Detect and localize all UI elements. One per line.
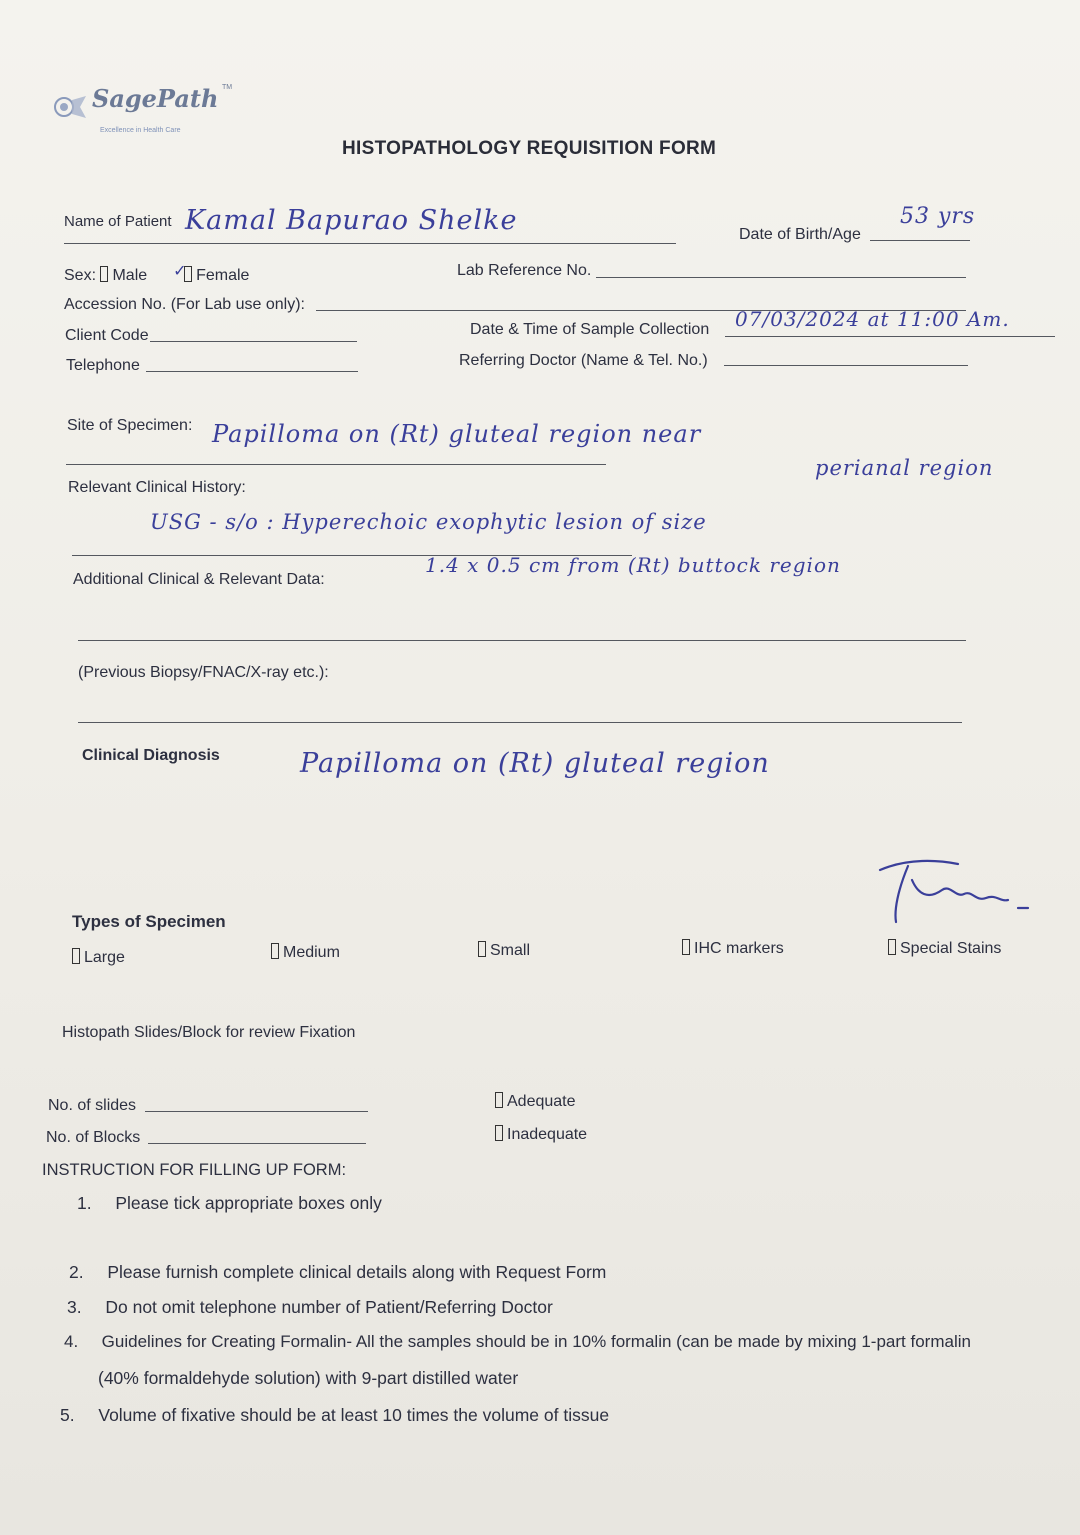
site-specimen-line [66, 464, 606, 465]
logo-tm: TM [222, 84, 233, 91]
telephone-label: Telephone [66, 357, 140, 374]
sex-row [64, 263, 250, 285]
accession-label: Accession No. (For Lab use only): [64, 296, 305, 313]
female-checkbox[interactable]: ✓ [184, 266, 192, 282]
specimen-type-ihc[interactable]: IHC markers [682, 939, 784, 958]
site-specimen-value-line2[interactable]: perianal region [815, 456, 994, 480]
referring-doctor-label: Referring Doctor (Name & Tel. No.) [459, 352, 708, 369]
lab-ref-line [596, 277, 966, 278]
site-specimen-label: Site of Specimen: [67, 417, 193, 434]
site-specimen-value-line1[interactable]: Papilloma on (Rt) gluteal region near [212, 420, 702, 448]
large-checkbox[interactable] [72, 948, 80, 964]
male-checkbox[interactable] [100, 266, 108, 282]
small-checkbox[interactable] [478, 941, 486, 957]
inadequate-option[interactable]: Inadequate [495, 1125, 587, 1144]
sex-label: Sex: [64, 267, 97, 284]
logo-tagline: Excellence in Health Care [100, 127, 181, 134]
client-code-label: Client Code [65, 327, 149, 344]
ihc-checkbox[interactable] [682, 939, 690, 955]
histopath-slides-label: Histopath Slides/Block for review Fixation [62, 1024, 356, 1041]
instruction-item-5: 5. Volume of fixative should be at least 10 times the volume of tissue [60, 1405, 610, 1425]
age-value[interactable]: 53 yrs [900, 204, 976, 229]
dob-age-line [870, 240, 970, 241]
no-slides-label: No. of slides [48, 1097, 137, 1114]
additional-data-label: Additional Clinical & Relevant Data: [73, 571, 325, 588]
instruction-item-3: 3. Do not omit telephone number of Patient/Referring Doctor [67, 1297, 553, 1317]
no-blocks-label: No. of Blocks [46, 1129, 141, 1146]
clinical-history-value-line2[interactable]: 1.4 x 0.5 cm from (Rt) buttock region [425, 553, 841, 577]
referring-doctor-line [724, 365, 968, 366]
specimen-type-medium[interactable]: Medium [271, 943, 340, 962]
logo-wordmark: SagePath [92, 84, 219, 113]
female-label: Female [196, 267, 250, 284]
sample-collection-value[interactable]: 07/03/2024 at 11:00 Am. [735, 307, 1010, 331]
clinical-diagnosis-value[interactable]: Papilloma on (Rt) gluteal region [300, 748, 770, 779]
form-title: HISTOPATHOLOGY REQUISITION FORM [342, 138, 717, 159]
lab-ref-label: Lab Reference No. [457, 262, 592, 279]
dob-age-label: Date of Birth/Age [739, 226, 861, 243]
specimen-type-large[interactable]: Large [72, 948, 125, 967]
telephone-line [146, 371, 358, 372]
sample-collection-label: Date & Time of Sample Collection [470, 321, 710, 338]
clinical-diagnosis-label: Clinical Diagnosis [82, 747, 220, 764]
specimen-type-special-stains[interactable]: Special Stains [888, 939, 1001, 958]
no-blocks-line [148, 1143, 366, 1144]
no-slides-line [145, 1111, 368, 1112]
instructions-heading: INSTRUCTION FOR FILLING UP FORM: [42, 1161, 347, 1179]
instruction-item-4-continued: (40% formaldehyde solution) with 9-part distilled water [98, 1368, 519, 1388]
clinical-history-label: Relevant Clinical History: [68, 479, 246, 496]
sagepath-logo-icon [52, 92, 90, 122]
special-stains-checkbox[interactable] [888, 939, 896, 955]
patient-name-line [64, 243, 676, 244]
instruction-item-2: 2. Please furnish complete clinical details along with Request Form [69, 1262, 607, 1282]
specimen-type-small[interactable]: Small [478, 941, 530, 960]
medium-checkbox[interactable] [271, 943, 279, 959]
patient-name-value[interactable]: Kamal Bapurao Shelke [185, 205, 518, 236]
instruction-item-1: 1. Please tick appropriate boxes only [77, 1193, 382, 1213]
previous-biopsy-label: (Previous Biopsy/FNAC/X-ray etc.): [78, 664, 329, 681]
adequate-checkbox[interactable] [495, 1092, 503, 1108]
types-specimen-label: Types of Specimen [72, 912, 226, 931]
adequate-option[interactable]: Adequate [495, 1092, 576, 1111]
previous-biopsy-line [78, 722, 962, 723]
patient-name-label: Name of Patient [64, 213, 172, 230]
male-label: Male [112, 267, 148, 284]
sample-collection-line [725, 336, 1055, 337]
inadequate-checkbox[interactable] [495, 1125, 503, 1141]
additional-data-line [78, 640, 966, 641]
clinical-history-value-line1[interactable]: USG - s/o : Hyperechoic exophytic lesion of size [150, 510, 707, 534]
instruction-item-4: 4. Guidelines for Creating Formalin- All the samples should be in 10% formalin (can be made by mixing 1-part formalin [64, 1332, 971, 1351]
client-code-line [150, 341, 357, 342]
doctor-signature [868, 850, 1038, 930]
